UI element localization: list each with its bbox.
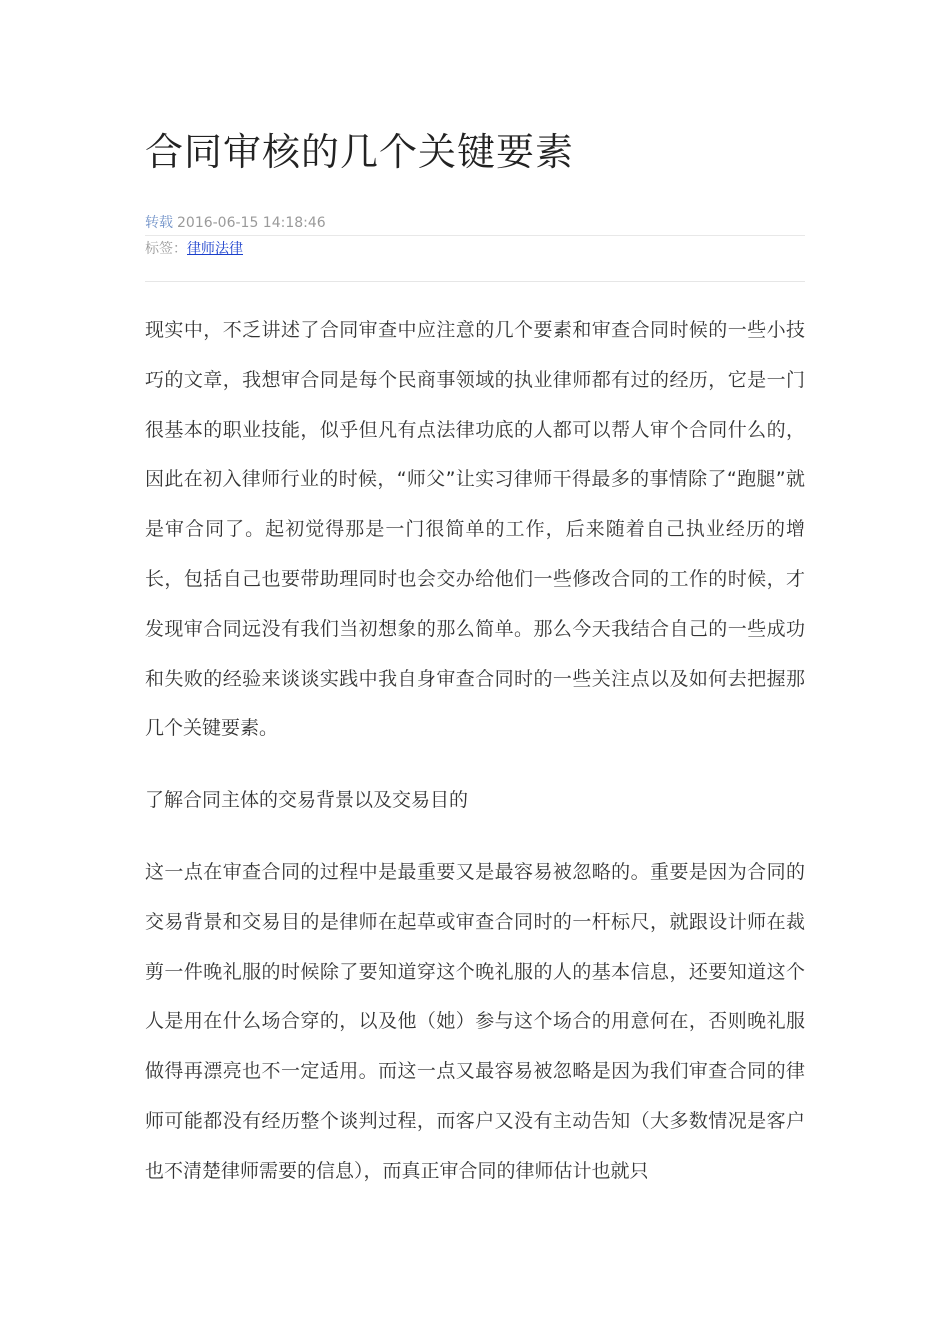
section-heading: 了解合同主体的交易背景以及交易目的	[145, 789, 469, 812]
publish-timestamp: 2016-06-15 14:18:46	[177, 215, 326, 231]
article-body	[145, 306, 805, 1219]
article-title: 合同审核的几个关键要素	[145, 130, 575, 174]
tag-link[interactable]: 律师法律	[187, 241, 243, 257]
article-meta	[145, 213, 805, 259]
article-paragraph: 现实中，不乏讲述了合同审查中应注意的几个要素和审查合同时候的一些小技巧的文章，我想审合同是每个民商事领域的执业律师都有过的经历，它是一门很基本的职业技能，似乎但凡有点法律功底的人都可以帮人审个合同什么的，因此在初入律师行业的时候，“师父”让实习律师干得最多的事情除了“跑腿”就是审合同了。起初觉得那是一门很简单的工作，后来随着自己执业经历的增长，包括自己也要带助理同时也会交办给他们一些修改合同的工作的时候，才发现审合同远没有我们当初想象的那么简单。那么今天我结合自己的一些成功和失败的经验来谈谈实践中我自身审查合同时的一些关注点以及如何去把握那几个关键要素。	[145, 319, 805, 740]
header-divider	[145, 281, 805, 282]
meta-repost-line	[145, 213, 805, 236]
tag-label: 标签：	[145, 241, 187, 257]
article-paragraph: 这一点在审查合同的过程中是最重要又是最容易被忽略的。重要是因为合同的交易背景和交易目的是律师在起草或审查合同时的一杆标尺，就跟设计师在裁剪一件晚礼服的时候除了要知道穿这个晚礼服的人的基本信息，还要知道这个人是用在什么场合穿的，以及他（她）参与这个场合的用意何在，否则晚礼服做得再漂亮也不一定适用。而这一点又最容易被忽略是因为我们审查合同的律师可能都没有经历整个谈判过程，而客户又没有主动告知（大多数情况是客户也不清楚律师需要的信息），而真正审合同的律师估计也就只	[145, 860, 805, 1182]
repost-label[interactable]: 转载	[145, 215, 173, 231]
meta-tag-line	[145, 239, 805, 259]
